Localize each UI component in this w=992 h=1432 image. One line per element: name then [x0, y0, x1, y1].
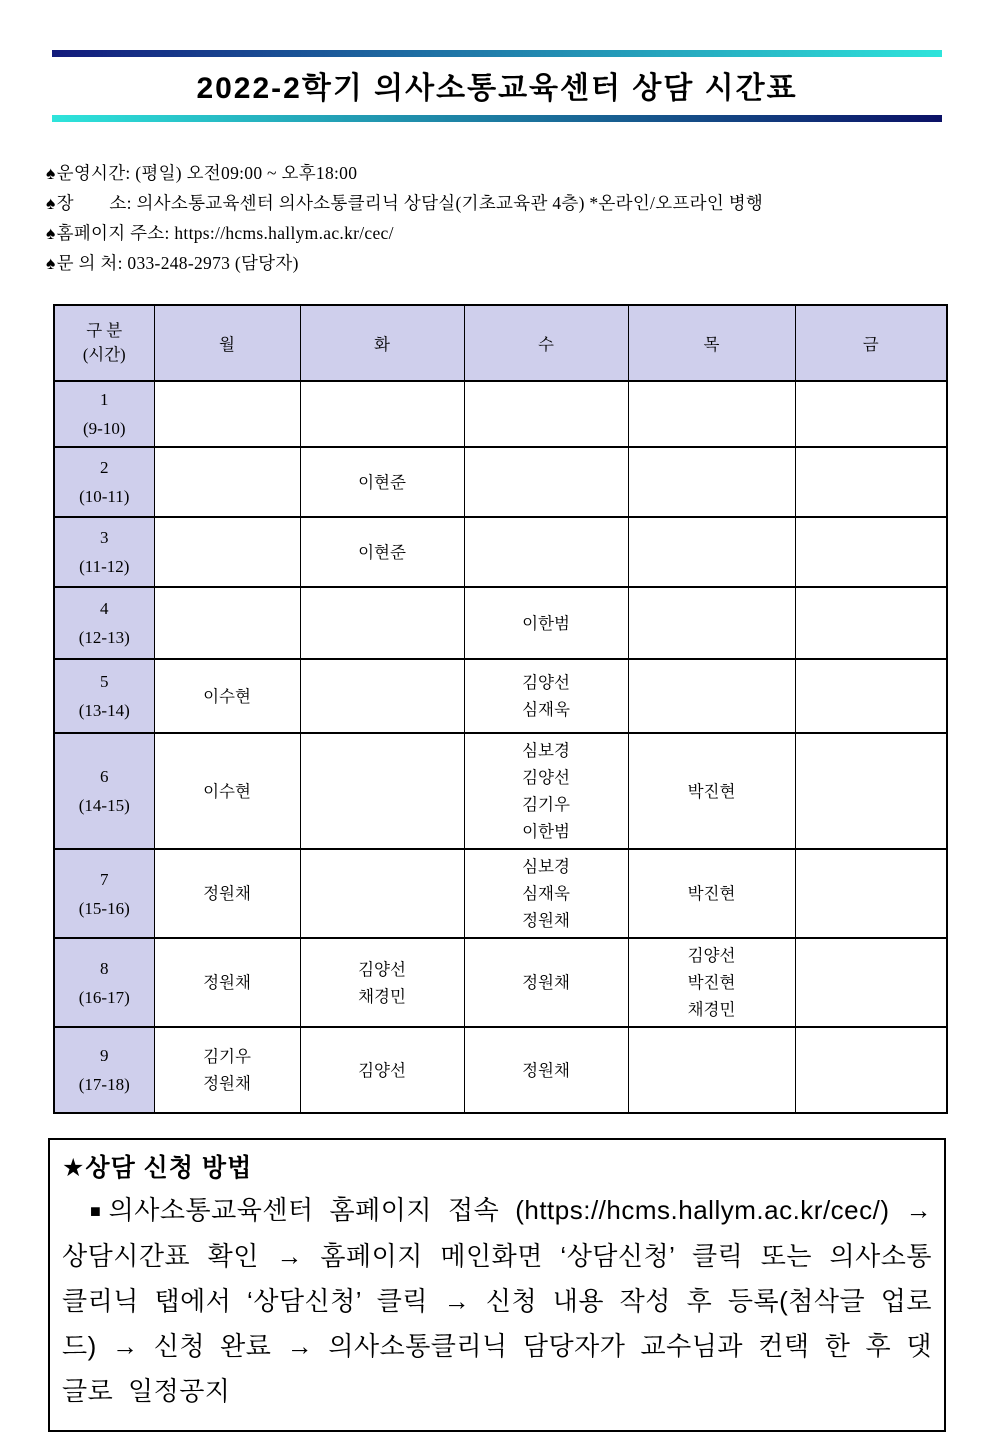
counselor-name: 이한범	[522, 822, 570, 841]
day-header-wed: 수	[464, 305, 628, 381]
cell-fri-6	[795, 733, 947, 849]
cell-tue-1	[300, 381, 464, 447]
notice-title	[62, 1148, 932, 1188]
cell-tue-8	[300, 938, 464, 1027]
counselor-name: 김양선	[687, 946, 736, 965]
counselor-name: 김기우	[203, 1047, 251, 1066]
period-cell-8	[54, 938, 154, 1027]
spade-icon: ♠	[46, 223, 56, 243]
counselor-name: 정원채	[203, 1074, 251, 1093]
notice-body-text: 의사소통교육센터 홈페이지 접속 (https://hcms.hallym.ac.kr/cec/) → 상담시간표 확인 → 홈페이지 메인화면 ‘상담신청’ 클릭 또는 의사소통클리닉 탭에서 ‘상담신청’ 클릭 → 신청 내용 작성 후 등록(첨삭글 업로드) → 신청 완료 → 의사소통클리닉 담당자가 교수님과 컨택 한 후 댓글로 일정공지	[62, 1195, 932, 1406]
counselor-name: 김양선	[522, 673, 570, 692]
cell-fri-8	[795, 938, 947, 1027]
timetable-row-7	[54, 849, 947, 938]
counselor-name: 심보경	[522, 857, 570, 876]
spade-icon: ♠	[46, 253, 56, 273]
square-bullet-icon: ■	[90, 1201, 103, 1221]
title-band	[52, 50, 942, 122]
cell-tue-7	[300, 849, 464, 938]
counselor-name: 김양선	[358, 959, 406, 979]
info-line-text: 운영시간: (평일) 오전09:00 ~ 오후18:00	[56, 163, 358, 183]
title-top-gradient-bar	[52, 50, 942, 57]
period-time-range: (15-16)	[78, 898, 130, 918]
counselor-name: 채경민	[687, 1000, 736, 1019]
cell-mon-6	[154, 733, 300, 849]
timetable-row-4	[54, 587, 947, 659]
period-time-range: (14-15)	[78, 796, 130, 815]
counselor-name: 이수현	[203, 686, 251, 706]
timetable-header-row	[54, 305, 947, 381]
cell-mon-2	[154, 447, 300, 517]
timetable-row-3	[54, 517, 947, 587]
title-bottom-gradient-bar	[52, 115, 942, 122]
timetable-row-6	[54, 733, 947, 849]
cell-fri-3	[795, 517, 947, 587]
corner-header-cell	[54, 305, 154, 381]
cell-thu-1	[628, 381, 795, 447]
counselor-name: 정원채	[522, 1060, 570, 1080]
cell-wed-3	[464, 517, 628, 587]
cell-thu-2	[628, 447, 795, 517]
cell-fri-4	[795, 587, 947, 659]
period-number: 7	[100, 869, 109, 889]
cell-tue-9	[300, 1027, 464, 1113]
notice-body	[62, 1188, 932, 1414]
cell-wed-5	[464, 659, 628, 733]
timetable-row-1	[54, 381, 947, 447]
period-number: 4	[100, 599, 109, 618]
notice-box	[48, 1138, 946, 1432]
cell-thu-5	[628, 659, 795, 733]
counselor-name: 김기우	[522, 795, 570, 814]
spade-icon: ♠	[46, 193, 56, 213]
cell-fri-9	[795, 1027, 947, 1113]
cell-tue-2	[300, 447, 464, 517]
info-line-hours	[46, 158, 946, 188]
info-line-text: 장 소: 의사소통교육센터 의사소통클리닉 상담실(기초교육관 4층) *온라인/오프라인 병행	[56, 193, 764, 213]
page-title: 2022-2학기 의사소통교육센터 상담 시간표	[196, 72, 798, 105]
star-icon: ★	[62, 1154, 86, 1182]
period-time-range: (17-18)	[78, 1075, 130, 1094]
counselor-name: 정원채	[203, 973, 251, 992]
period-number: 3	[100, 528, 109, 547]
cell-wed-9	[464, 1027, 628, 1113]
cell-wed-8	[464, 938, 628, 1027]
period-time-range: (9-10)	[83, 419, 126, 438]
period-cell-2	[54, 447, 154, 517]
period-number: 2	[100, 458, 109, 477]
period-number: 9	[100, 1046, 109, 1065]
timetable-row-2	[54, 447, 947, 517]
cell-thu-6	[628, 733, 795, 849]
cell-wed-6	[464, 733, 628, 849]
counselor-name: 김양선	[522, 768, 570, 787]
timetable-row-9	[54, 1027, 947, 1113]
cell-tue-3	[300, 517, 464, 587]
counseling-timetable	[53, 304, 948, 1114]
day-header-mon: 월	[154, 305, 300, 381]
period-number: 5	[100, 672, 109, 691]
period-time-range: (16-17)	[78, 987, 130, 1007]
info-line-contact	[46, 248, 946, 278]
cell-mon-7	[154, 849, 300, 938]
period-cell-5	[54, 659, 154, 733]
cell-fri-7	[795, 849, 947, 938]
cell-wed-4	[464, 587, 628, 659]
cell-mon-5	[154, 659, 300, 733]
counselor-name: 박진현	[687, 973, 736, 992]
period-time-range: (13-14)	[78, 701, 130, 720]
day-header-tue: 화	[300, 305, 464, 381]
period-cell-7	[54, 849, 154, 938]
cell-thu-9	[628, 1027, 795, 1113]
cell-thu-7	[628, 849, 795, 938]
period-time-range: (12-13)	[78, 628, 130, 647]
counselor-name: 심재욱	[522, 884, 570, 903]
timetable-row-8	[54, 938, 947, 1027]
counselor-name: 심보경	[522, 741, 570, 760]
day-header-fri: 금	[795, 305, 947, 381]
info-section	[46, 158, 946, 278]
cell-fri-2	[795, 447, 947, 517]
period-number: 6	[100, 767, 109, 786]
cell-wed-1	[464, 381, 628, 447]
counselor-name: 이수현	[203, 781, 251, 801]
period-cell-1	[54, 381, 154, 447]
period-cell-6	[54, 733, 154, 849]
cell-mon-1	[154, 381, 300, 447]
counselor-name: 김양선	[358, 1060, 406, 1080]
cell-thu-3	[628, 517, 795, 587]
info-line-homepage	[46, 218, 946, 248]
info-line-location	[46, 188, 946, 218]
counselor-name: 박진현	[687, 884, 736, 903]
notice-title-text: 상담 신청 방법	[85, 1154, 253, 1182]
timetable-body	[54, 381, 947, 1113]
period-time-range: (10-11)	[79, 487, 130, 506]
counselor-name: 이현준	[358, 472, 406, 492]
cell-fri-1	[795, 381, 947, 447]
counselor-name: 이한범	[522, 613, 570, 633]
period-cell-4	[54, 587, 154, 659]
cell-mon-3	[154, 517, 300, 587]
cell-mon-4	[154, 587, 300, 659]
cell-mon-9	[154, 1027, 300, 1113]
period-number: 8	[100, 958, 109, 978]
cell-tue-4	[300, 587, 464, 659]
day-header-thu: 목	[628, 305, 795, 381]
counselor-name: 채경민	[358, 986, 406, 1006]
cell-tue-5	[300, 659, 464, 733]
cell-fri-5	[795, 659, 947, 733]
counselor-name: 정원채	[522, 973, 570, 992]
period-time-range: (11-12)	[79, 557, 130, 576]
period-cell-3	[54, 517, 154, 587]
cell-thu-4	[628, 587, 795, 659]
cell-mon-8	[154, 938, 300, 1027]
counselor-name: 박진현	[687, 781, 736, 801]
cell-thu-8	[628, 938, 795, 1027]
counselor-name: 정원채	[522, 911, 570, 930]
period-number: 1	[100, 390, 109, 409]
info-line-text: 문 의 처: 033-248-2973 (담당자)	[56, 253, 299, 273]
counselor-name: 이현준	[358, 542, 406, 562]
spade-icon: ♠	[46, 163, 56, 183]
cell-wed-7	[464, 849, 628, 938]
corner-header-line1: 구 분	[86, 321, 123, 340]
cell-wed-2	[464, 447, 628, 517]
counselor-name: 정원채	[203, 884, 251, 903]
period-cell-9	[54, 1027, 154, 1113]
info-line-text: 홈페이지 주소: https://hcms.hallym.ac.kr/cec/	[56, 223, 394, 243]
counselor-name: 심재욱	[522, 700, 570, 719]
cell-tue-6	[300, 733, 464, 849]
timetable-row-5	[54, 659, 947, 733]
corner-header-line2: (시간)	[82, 345, 126, 364]
